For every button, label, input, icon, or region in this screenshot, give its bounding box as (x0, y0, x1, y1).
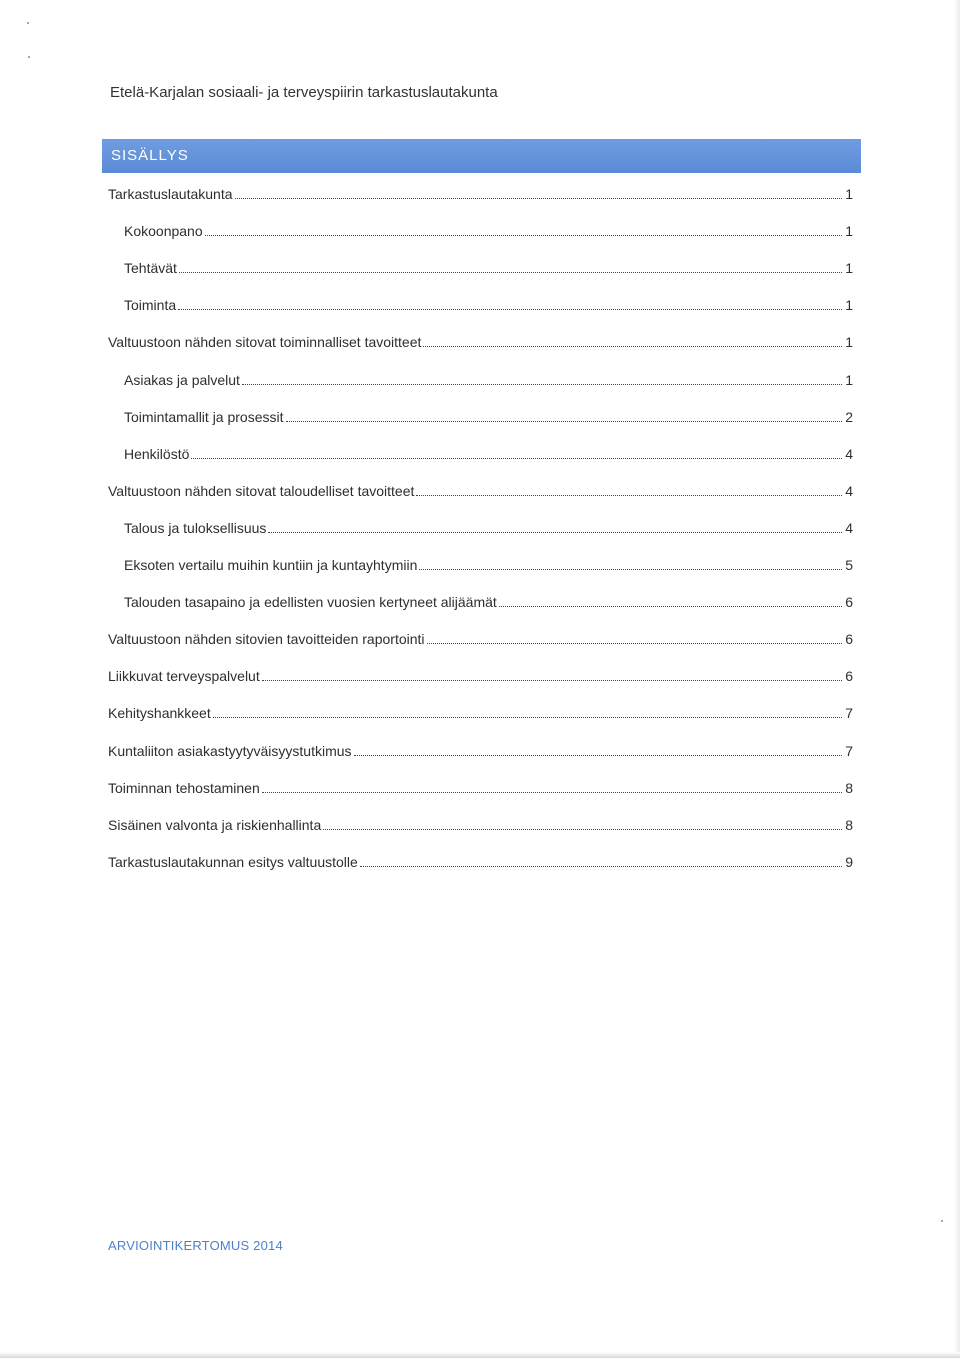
toc-entry[interactable] (124, 520, 853, 542)
toc-entry[interactable] (124, 372, 853, 394)
toc-entry[interactable] (108, 186, 853, 208)
toc-entry[interactable] (108, 817, 853, 839)
toc-entry-page-number: 6 (845, 594, 853, 611)
toc-entry[interactable] (124, 594, 853, 616)
toc-entry-title: Toimintamallit ja prosessit (124, 408, 284, 425)
toc-dot-leader (323, 829, 842, 830)
toc-dot-leader (360, 866, 842, 867)
toc-entry-page-number: 7 (845, 705, 853, 722)
toc-entry-title: Kokoonpano (124, 223, 203, 240)
toc-dot-leader (286, 421, 843, 422)
toc-entry-page-number: 4 (845, 482, 853, 499)
toc-entry-page-number: 1 (845, 223, 853, 240)
organization-name: Etelä-Karjalan sosiaali- ja terveyspiirin tarkastuslautakunta (110, 84, 498, 101)
toc-title: SISÄLLYS (111, 147, 189, 164)
toc-entry[interactable] (124, 446, 853, 468)
toc-dot-leader (499, 606, 842, 607)
toc-entry-title: Tarkastuslautakunta (108, 186, 233, 202)
toc-entry-title: Valtuustoon nähden sitovien tavoitteiden raportointi (108, 631, 425, 648)
toc-entry-page-number: 9 (845, 853, 853, 870)
toc-entry-title: Sisäinen valvonta ja riskienhallinta (108, 816, 322, 833)
scan-speck (28, 56, 30, 58)
toc-entry-title: Valtuustoon nähden sitovat taloudelliset tavoitteet (108, 482, 415, 499)
scan-edge-bottom (0, 1352, 960, 1358)
toc-entry[interactable] (124, 557, 853, 579)
toc-entry[interactable] (108, 334, 853, 356)
toc-dot-leader (354, 755, 843, 756)
toc-entry-page-number: 8 (845, 816, 853, 833)
toc-entry[interactable] (124, 260, 853, 282)
toc-entry-page-number: 7 (845, 742, 853, 759)
toc-entry-page-number: 1 (845, 186, 853, 202)
toc-entry-page-number: 1 (845, 371, 853, 388)
toc-entry[interactable] (108, 743, 853, 765)
toc-title-banner (102, 139, 861, 173)
toc-entry-page-number: 8 (845, 779, 853, 796)
toc-entry[interactable] (108, 668, 853, 690)
toc-dot-leader (262, 792, 842, 793)
scan-edge-right (954, 0, 960, 1358)
toc-dot-leader (423, 346, 842, 347)
toc-entry-title: Toiminta (124, 297, 177, 314)
toc-entry-title: Kehityshankkeet (108, 705, 211, 722)
toc-entry-title: Asiakas ja palvelut (124, 371, 240, 388)
toc-entry[interactable] (124, 297, 853, 319)
toc-entry-page-number: 1 (845, 297, 853, 314)
toc-entry[interactable] (108, 854, 853, 876)
toc-dot-leader (262, 680, 842, 681)
toc-entry-page-number: 5 (845, 557, 853, 573)
toc-entry-title: Tehtävät (124, 260, 177, 277)
toc-entry-page-number: 6 (845, 631, 853, 648)
toc-entry-title: Henkilöstö (124, 445, 190, 462)
scan-speck (941, 1220, 943, 1222)
scan-speck (27, 22, 29, 24)
toc-entry[interactable] (124, 409, 853, 431)
toc-dot-leader (419, 569, 842, 570)
toc-entry-title: Valtuustoon nähden sitovat toiminnalliset tavoitteet (108, 334, 422, 351)
toc-entry-title: Talous ja tuloksellisuus (124, 519, 267, 536)
toc-entry-title: Toiminnan tehostaminen (108, 779, 260, 796)
toc-entry[interactable] (124, 223, 853, 245)
toc-entry-page-number: 4 (845, 445, 853, 462)
toc-dot-leader (191, 458, 842, 459)
toc-entry-title: Eksoten vertailu muihin kuntiin ja kuntayhtymiin (124, 557, 418, 573)
toc-entry[interactable] (108, 780, 853, 802)
toc-dot-leader (205, 235, 843, 236)
toc-entry-page-number: 6 (845, 668, 853, 685)
toc-entry-title: Kuntaliiton asiakastyytyväisyystutkimus (108, 742, 352, 759)
toc-dot-leader (179, 272, 842, 273)
toc-dot-leader (178, 309, 842, 310)
toc-dot-leader (235, 198, 843, 199)
toc-entry[interactable] (108, 483, 853, 505)
toc-entry-title: Tarkastuslautakunnan esitys valtuustolle (108, 853, 358, 870)
toc-entry[interactable] (108, 705, 853, 727)
toc-dot-leader (416, 495, 842, 496)
footer-document-title: ARVIOINTIKERTOMUS 2014 (108, 1238, 283, 1253)
toc-dot-leader (268, 532, 842, 533)
toc-entry-title: Talouden tasapaino ja edellisten vuosien kertyneet alijäämät (124, 594, 497, 611)
toc-entry-page-number: 4 (845, 519, 853, 536)
toc-entry-page-number: 1 (845, 334, 853, 351)
toc-dot-leader (213, 717, 842, 718)
toc-entry[interactable] (108, 631, 853, 653)
toc-dot-leader (427, 643, 843, 644)
toc-entry-page-number: 1 (845, 260, 853, 277)
toc-entry-page-number: 2 (845, 408, 853, 425)
toc-entry-title: Liikkuvat terveyspalvelut (108, 668, 260, 685)
toc-dot-leader (242, 384, 842, 385)
